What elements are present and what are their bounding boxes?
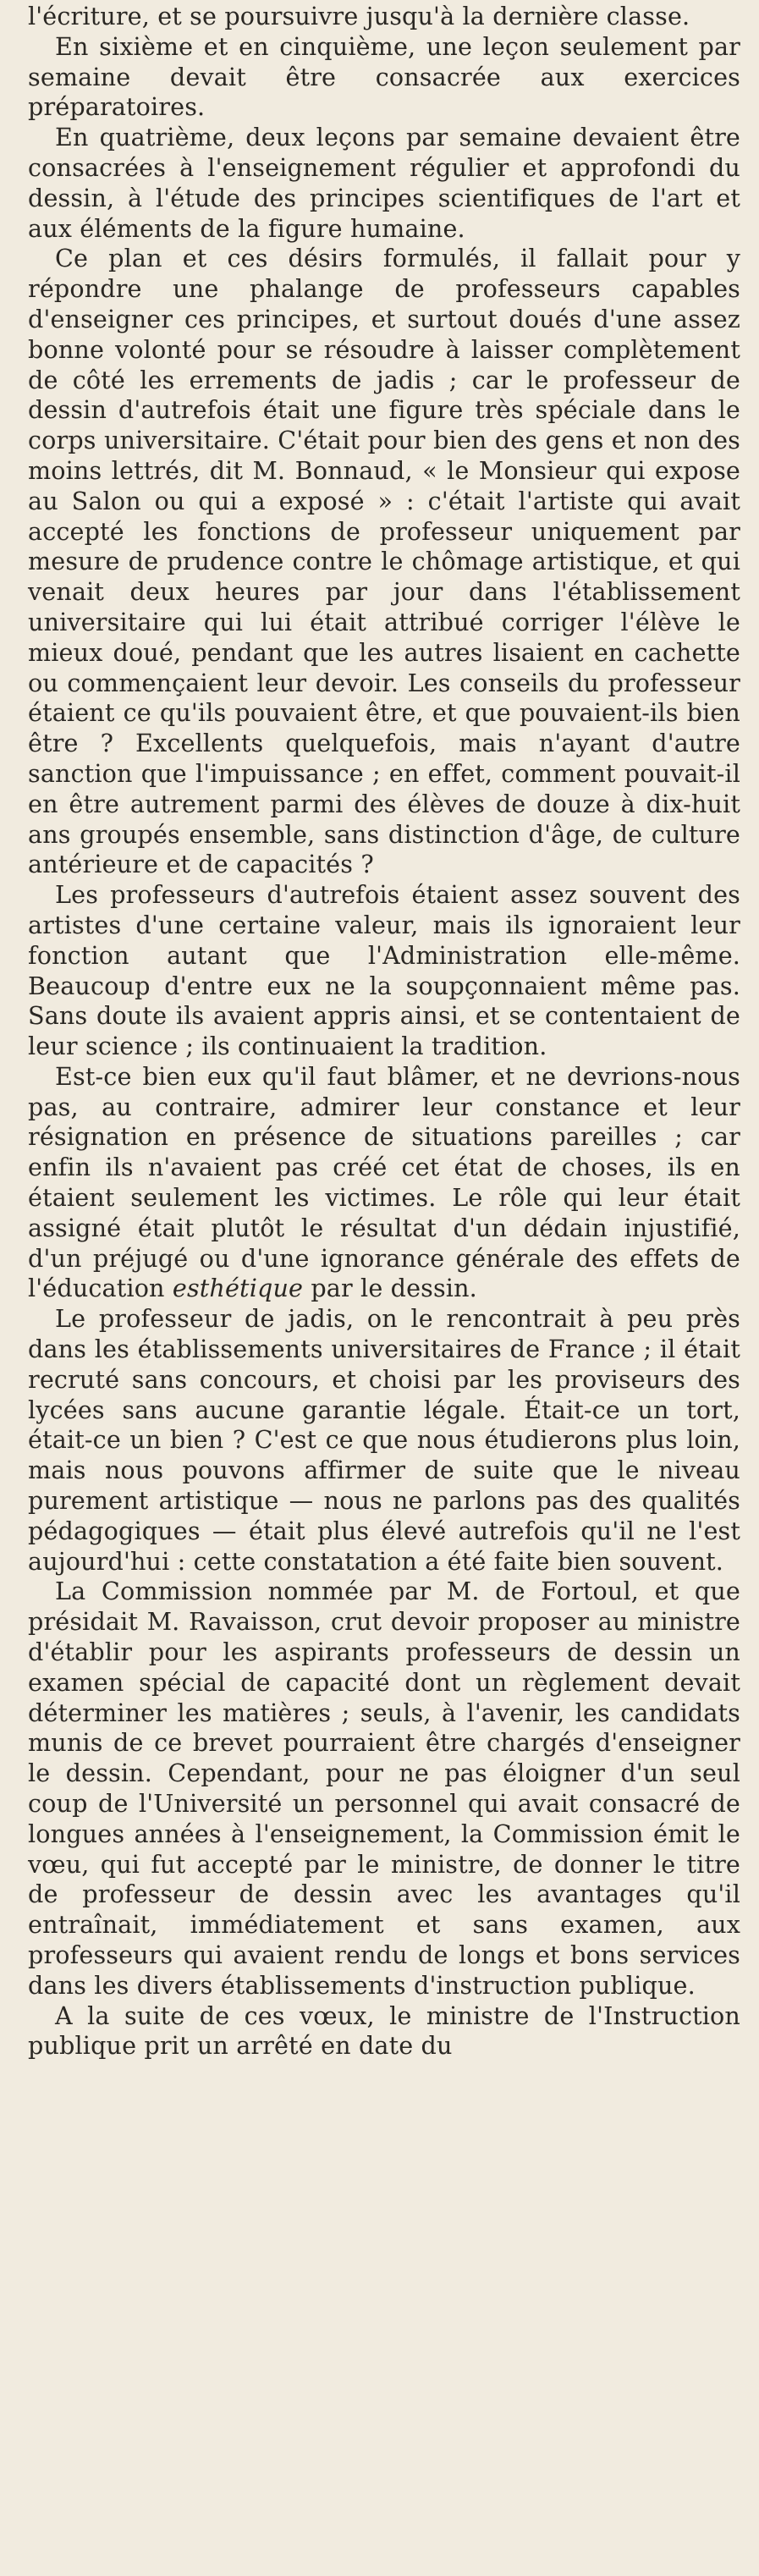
emphasis-esthetique: esthétique [172,1274,304,1303]
paragraph-5: Les professeurs d'autrefois étaient assez souvent des artistes d'une certaine valeur, mais ils ignoraient leur fonction autant que l'Administration elle-même. Beaucoup d'entre eux ne la soupçonnaient même pas. Sans doute ils avaient appris ainsi, et se contentaient de leur science ; ils continuaient la tradition. [28,880,740,1061]
paragraph-8: La Commission nommée par M. de Fortoul, et que présidait M. Ravaisson, crut devoir proposer au ministre d'établir pour les aspirants professeurs de dessin un examen spécial de capacité dont un règlement devait déterminer les matières ; seuls, à l'avenir, les candidats munis de ce brevet pourraient être chargés d'enseigner le dessin. Cependant, pour ne pas éloigner d'un seul coup de l'Université un personnel qui avait consacré de longues années à l'enseignement, la Commission émit le vœu, qui fut accepté par le ministre, de donner le titre de professeur de dessin avec les avantages qu'il entraînait, immédiatement et sans examen, aux professeurs qui avaient rendu de longs et bons services dans les divers établissements d'instruction publique. [28,1577,740,2000]
paragraph-6-text: Est-ce bien eux qu'il faut blâmer, et ne devrions-nous pas, au contraire, admirer leur constance et leur résignation en présence de situations pareilles ; car enfin ils n'avaient pas créé cet état de choses, ils en étaient seulement les victimes. Le rôle qui leur était assigné était plutôt le résultat d'un dédain injustifié, d'un préjugé ou d'une ignorance générale des effets de l'éducation [28,1061,740,1303]
paragraph-6 [28,1062,740,1304]
paragraph-2: En sixième et en cinquième, une leçon seulement par semaine devait être consacrée aux exercices préparatoires. [28,31,740,122]
paragraph-7: Le professeur de jadis, on le rencontrait à peu près dans les établissements universitaires de France ; il était recruté sans concours, et choisi par les proviseurs des lycées sans aucune garantie légale. Était-ce un tort, était-ce un bien ? C'est ce que nous étudierons plus loin, mais nous pouvons affirmer de suite que le niveau purement artistique — nous ne parlons pas des qualités pédagogiques — était plus élevé autrefois qu'il ne l'est aujourd'hui : cette constatation a été faite bien souvent. [28,1304,740,1576]
text-column [28,2,740,2061]
paragraph-3: En quatrième, deux leçons par semaine devaient être consacrées à l'enseignement régulier et approfondi du dessin, à l'étude des principes scientifiques de l'art et aux éléments de la figure humaine. [28,123,740,243]
paragraph-4: Ce plan et ces désirs formulés, il fallait pour y répondre une phalange de professeurs capables d'enseigner ces principes, et surtout doués d'une assez bonne volonté pour se résoudre à laisser complètement de côté les errements de jadis ; car le professeur de dessin d'autrefois était une figure très spéciale dans le corps universitaire. C'était pour bien des gens et non des moins lettrés, dit M. Bonnaud, « le Monsieur qui expose au Salon ou qui a exposé » : c'était l'artiste qui avait accepté les fonctions de professeur uniquement par mesure de prudence contre le chômage artistique, et qui venait deux heures par jour dans l'établissement universitaire qui lui était attribué corriger l'élève le mieux doué, pendant que les autres lisaient en cachette ou commençaient leur devoir. Les conseils du professeur étaient ce qu'ils pouvaient être, et que pouvaient-ils bien être ? Excellents quelquefois, mais n'ayant d'autre sanction que l'impuissance ; en effet, comment pouvait-il en être autrement parmi des élèves de douze à dix-huit ans groupés ensemble, sans distinction d'âge, de culture antérieure et de capacités ? [28,244,740,879]
paragraph-1: l'écriture, et se poursuivre jusqu'à la dernière classe. [28,2,690,30]
paragraph-9: A la suite de ces vœux, le ministre de l'Instruction publique prit un arrêté en date du [28,2001,740,2061]
paragraph-6-end: par le dessin. [303,1274,477,1303]
